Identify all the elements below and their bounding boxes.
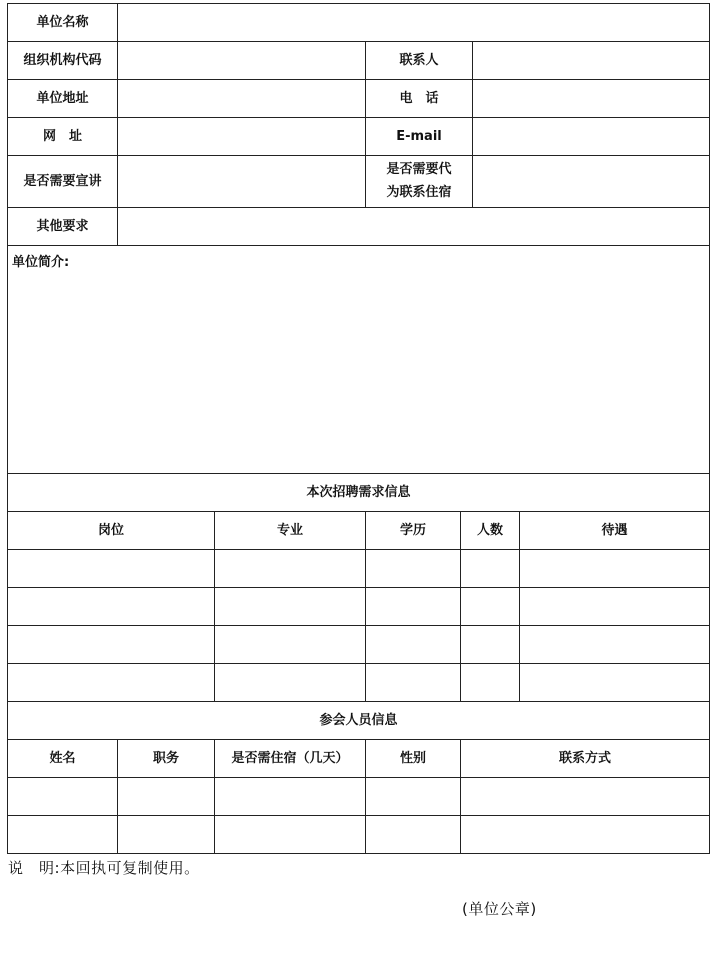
unit-name-label: 单位名称 bbox=[8, 4, 118, 42]
recruitment-cell-education[interactable] bbox=[366, 664, 461, 702]
attendees-header-contact: 联系方式 bbox=[461, 740, 710, 778]
registration-form-table bbox=[7, 3, 710, 854]
recruitment-cell-count[interactable] bbox=[461, 664, 520, 702]
attendees-header-row bbox=[8, 740, 710, 778]
attendees-cell-lodging[interactable] bbox=[215, 816, 366, 854]
need-lodging-label-line2: 为联系住宿 bbox=[386, 185, 452, 200]
recruitment-cell-benefits[interactable] bbox=[520, 588, 710, 626]
other-requirements-field[interactable] bbox=[118, 208, 710, 246]
attendees-cell-name[interactable] bbox=[8, 816, 118, 854]
attendees-section-row bbox=[8, 702, 710, 740]
recruitment-cell-major[interactable] bbox=[215, 626, 366, 664]
attendees-cell-name[interactable] bbox=[8, 778, 118, 816]
other-requirements-label: 其他要求 bbox=[8, 208, 118, 246]
unit-intro-field[interactable] bbox=[8, 246, 710, 474]
attendees-section-title: 参会人员信息 bbox=[8, 702, 710, 740]
footer-note-label: 说 明: bbox=[8, 859, 61, 877]
attendees-row bbox=[8, 816, 710, 854]
recruitment-header-count: 人数 bbox=[461, 512, 520, 550]
need-lodging-label bbox=[366, 156, 473, 208]
recruitment-cell-count[interactable] bbox=[461, 626, 520, 664]
recruitment-header-benefits: 待遇 bbox=[520, 512, 710, 550]
org-code-field[interactable] bbox=[118, 42, 366, 80]
org-code-label: 组织机构代码 bbox=[8, 42, 118, 80]
unit-name-field[interactable] bbox=[118, 4, 710, 42]
recruitment-cell-benefits[interactable] bbox=[520, 664, 710, 702]
recruitment-row bbox=[8, 550, 710, 588]
recruitment-row bbox=[8, 588, 710, 626]
website-field[interactable] bbox=[118, 118, 366, 156]
recruitment-section-row bbox=[8, 474, 710, 512]
recruitment-header-major: 专业 bbox=[215, 512, 366, 550]
recruitment-cell-education[interactable] bbox=[366, 588, 461, 626]
contact-person-field[interactable] bbox=[473, 42, 710, 80]
recruitment-cell-education[interactable] bbox=[366, 550, 461, 588]
recruitment-cell-count[interactable] bbox=[461, 550, 520, 588]
recruitment-cell-benefits[interactable] bbox=[520, 626, 710, 664]
unit-address-field[interactable] bbox=[118, 80, 366, 118]
attendees-cell-lodging[interactable] bbox=[215, 778, 366, 816]
row-website bbox=[8, 118, 710, 156]
row-other-requirements bbox=[8, 208, 710, 246]
recruitment-row bbox=[8, 664, 710, 702]
recruitment-cell-position[interactable] bbox=[8, 626, 215, 664]
attendees-header-name: 姓名 bbox=[8, 740, 118, 778]
contact-person-label: 联系人 bbox=[366, 42, 473, 80]
row-address bbox=[8, 80, 710, 118]
website-label: 网 址 bbox=[8, 118, 118, 156]
recruitment-cell-position[interactable] bbox=[8, 588, 215, 626]
recruitment-cell-benefits[interactable] bbox=[520, 550, 710, 588]
attendees-row bbox=[8, 778, 710, 816]
recruitment-cell-count[interactable] bbox=[461, 588, 520, 626]
need-presentation-field[interactable] bbox=[118, 156, 366, 208]
unit-address-label: 单位地址 bbox=[8, 80, 118, 118]
unit-seal-label: (单位公章) bbox=[462, 900, 537, 918]
row-org-code bbox=[8, 42, 710, 80]
email-field[interactable] bbox=[473, 118, 710, 156]
need-presentation-label: 是否需要宣讲 bbox=[8, 156, 118, 208]
recruitment-row bbox=[8, 626, 710, 664]
recruitment-header-education: 学历 bbox=[366, 512, 461, 550]
phone-field[interactable] bbox=[473, 80, 710, 118]
row-presentation bbox=[8, 156, 710, 208]
phone-label: 电 话 bbox=[366, 80, 473, 118]
unit-intro-label: 单位简介: bbox=[12, 255, 70, 270]
recruitment-cell-education[interactable] bbox=[366, 626, 461, 664]
need-lodging-label-line1: 是否需要代 bbox=[386, 162, 452, 178]
attendees-cell-contact[interactable] bbox=[461, 816, 710, 854]
row-unit-name bbox=[8, 4, 710, 42]
recruitment-cell-major[interactable] bbox=[215, 550, 366, 588]
attendees-header-lodging: 是否需住宿（几天） bbox=[215, 740, 366, 778]
email-label: E-mail bbox=[366, 118, 473, 156]
footer-note-text: 本回执可复制使用。 bbox=[60, 859, 200, 877]
attendees-cell-gender[interactable] bbox=[366, 816, 461, 854]
attendees-header-title: 职务 bbox=[118, 740, 215, 778]
recruitment-header-position: 岗位 bbox=[8, 512, 215, 550]
recruitment-header-row bbox=[8, 512, 710, 550]
attendees-cell-contact[interactable] bbox=[461, 778, 710, 816]
attendees-cell-title[interactable] bbox=[118, 778, 215, 816]
recruitment-cell-position[interactable] bbox=[8, 550, 215, 588]
recruitment-section-title: 本次招聘需求信息 bbox=[8, 474, 710, 512]
attendees-header-gender: 性别 bbox=[366, 740, 461, 778]
recruitment-cell-position[interactable] bbox=[8, 664, 215, 702]
need-lodging-field[interactable] bbox=[473, 156, 710, 208]
attendees-cell-gender[interactable] bbox=[366, 778, 461, 816]
attendees-cell-title[interactable] bbox=[118, 816, 215, 854]
recruitment-cell-major[interactable] bbox=[215, 588, 366, 626]
recruitment-cell-major[interactable] bbox=[215, 664, 366, 702]
footer-note bbox=[8, 857, 200, 878]
row-unit-intro bbox=[8, 246, 710, 474]
